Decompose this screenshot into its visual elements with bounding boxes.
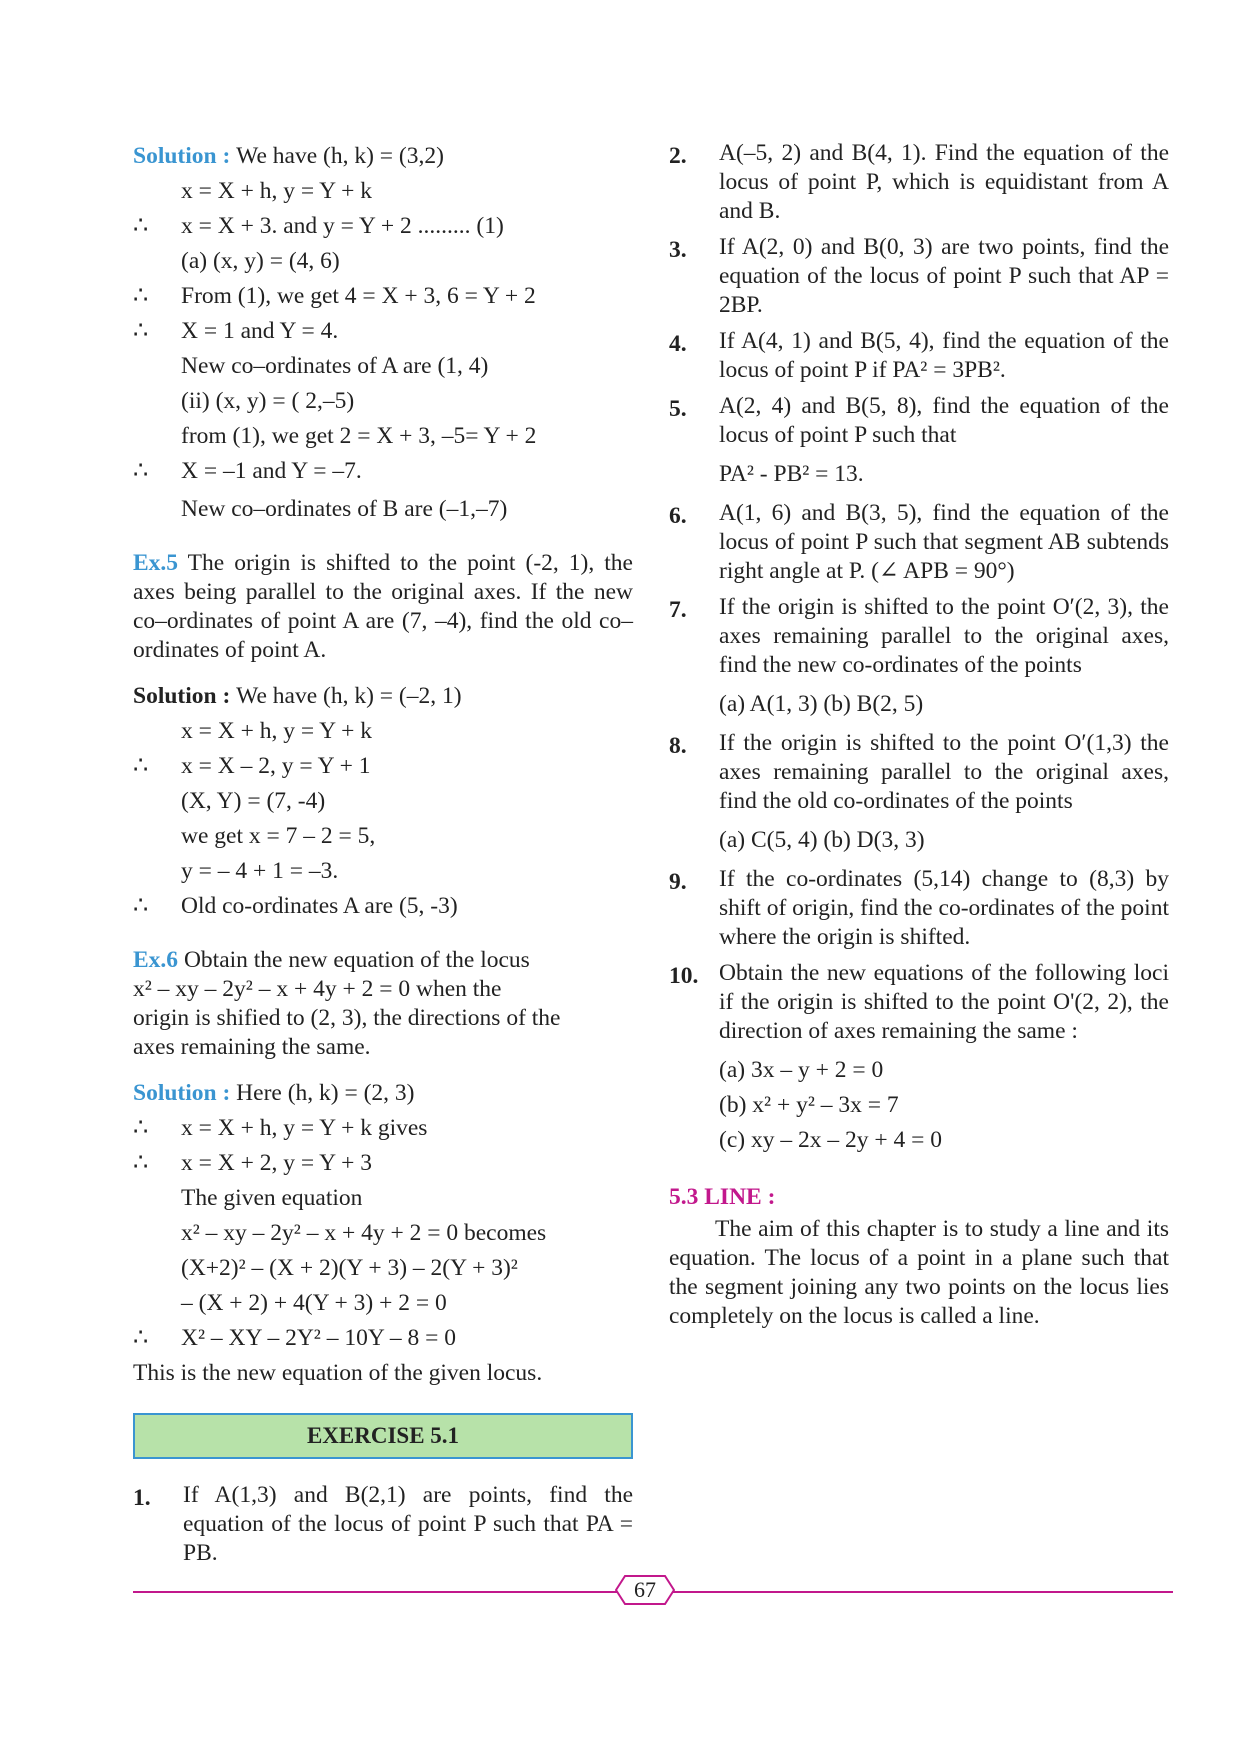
- line-text: Old co-ordinates A are (5, -3): [181, 893, 458, 919]
- question-text: If the co-ordinates (5,14) change to (8,3) by shift of origin, find the co-ordinates of the point where the origin is shifted.: [719, 866, 1169, 950]
- line-text: x² – xy – 2y² – x + 4y + 2 = 0 becomes: [181, 1220, 547, 1246]
- question-subpart: (a) 3x – y + 2 = 0: [719, 1057, 884, 1083]
- page-number: 67: [634, 1577, 656, 1602]
- question-text: If A(1,3) and B(2,1) are points, find the equation of the locus of point P such that PA = PB.: [183, 1482, 633, 1566]
- solution-line: [133, 1076, 633, 1111]
- solution-line: [133, 1251, 633, 1286]
- line-text: We have (h, k) = (3,2): [236, 143, 444, 169]
- therefore-symbol: ∴: [133, 1115, 149, 1141]
- line-text: X = 1 and Y = 4.: [181, 318, 339, 344]
- question-text: A(1, 6) and B(3, 5), find the equation of the locus of point P such that segment AB subtends right angle at P. (∠ APB = 90°): [719, 500, 1169, 584]
- line-text: we get x = 7 – 2 = 5,: [181, 823, 376, 849]
- line-text: The given equation: [181, 1185, 363, 1211]
- left-column: [133, 139, 633, 1575]
- line-text: (X+2)² – (X + 2)(Y + 3) – 2(Y + 3)²: [181, 1255, 518, 1281]
- line-text: This is the new equation of the given locus.: [133, 1360, 543, 1386]
- solution-line: [133, 1111, 633, 1146]
- line-text: x = X + 2, y = Y + 3: [181, 1150, 372, 1176]
- line-text: y = – 4 + 1 = –3.: [181, 858, 339, 884]
- question-item: [669, 233, 1169, 320]
- question-subpart: (a) C(5, 4) (b) D(3, 3): [719, 827, 925, 853]
- question-text: If the origin is shifted to the point O′(1,3) the axes remaining parallel to the original axes, find the old co-ordinates of the points: [719, 730, 1169, 814]
- solution-line: [133, 419, 633, 454]
- solution-label: Solution :: [133, 1080, 237, 1106]
- example-text-line: axes remaining the same.: [133, 1034, 371, 1060]
- example-text: The origin is shifted to the point (-2, 1), the axes being parallel to the original axes. If the new co–ordinates of point A are (7, –4), find the old co–ordinates of point A.: [133, 550, 633, 663]
- question-text: If the origin is shifted to the point O′(2, 3), the axes remaining parallel to the original axes, find the new co-ordinates of the points: [719, 594, 1169, 678]
- solution-line: [133, 349, 633, 384]
- therefore-symbol: ∴: [133, 458, 149, 484]
- therefore-symbol: ∴: [133, 1150, 149, 1176]
- therefore-symbol: ∴: [133, 893, 149, 919]
- solution-line: [133, 314, 633, 349]
- therefore-symbol: ∴: [133, 753, 149, 779]
- solution-line: [133, 1146, 633, 1181]
- solution-line: [133, 1356, 633, 1391]
- line-text: (a) (x, y) = (4, 6): [181, 248, 340, 274]
- line-text: x = X – 2, y = Y + 1: [181, 753, 371, 779]
- question-number: 3.: [669, 237, 687, 263]
- solution-label: Solution :: [133, 683, 237, 709]
- line-text: from (1), we get 2 = X + 3, –5= Y + 2: [181, 423, 537, 449]
- solution-line: [133, 1321, 633, 1356]
- solution-line: [133, 1286, 633, 1321]
- line-text: Here (h, k) = (2, 3): [236, 1080, 415, 1106]
- example-label: Ex.6: [133, 947, 179, 973]
- solution-line: [133, 714, 633, 749]
- solution-line: [133, 854, 633, 889]
- solution-line: [133, 174, 633, 209]
- question-item: [669, 593, 1169, 680]
- therefore-symbol: ∴: [133, 213, 149, 239]
- question-item: [669, 729, 1169, 816]
- question-subpart: (c) xy – 2x – 2y + 4 = 0: [719, 1127, 942, 1153]
- question-item: [669, 392, 1169, 450]
- example-paragraph: [133, 946, 633, 1062]
- solution-line: [133, 679, 633, 714]
- solution-line: [133, 139, 633, 174]
- question-number: 7.: [669, 597, 687, 623]
- solution-line: [133, 889, 633, 924]
- line-text: We have (h, k) = (–2, 1): [236, 683, 462, 709]
- line-text: x = X + h, y = Y + k: [181, 718, 372, 744]
- question-item: [669, 959, 1169, 1046]
- question-item: [669, 327, 1169, 385]
- example-paragraph: [133, 549, 633, 665]
- therefore-symbol: ∴: [133, 283, 149, 309]
- solution-line: [133, 384, 633, 419]
- example-text: Obtain the new equation of the locus: [178, 947, 530, 973]
- solution-line: [133, 1216, 633, 1251]
- question-subpart: (b) x² + y² – 3x = 7: [719, 1092, 899, 1118]
- section-text: The aim of this chapter is to study a line and its equation. The locus of a point in a plane such that the segment joining any two points on the locus lies completely on the locus is called a line.: [669, 1216, 1169, 1329]
- solution-line: [133, 749, 633, 784]
- question-subpart: PA² - PB² = 13.: [719, 461, 864, 487]
- example-text-line: origin is shified to (2, 3), the directions of the: [133, 1005, 561, 1031]
- example-text-line: x² – xy – 2y² – x + 4y + 2 = 0 when the: [133, 976, 502, 1002]
- question-text: A(2, 4) and B(5, 8), find the equation of the locus of point P such that: [719, 393, 1169, 448]
- question-text: Obtain the new equations of the following loci if the origin is shifted to the point O'(2, 2), the direction of axes remaining the same :: [719, 960, 1169, 1044]
- line-text: (X, Y) = (7, -4): [181, 788, 326, 814]
- therefore-symbol: ∴: [133, 1325, 149, 1351]
- line-text: X² – XY – 2Y² – 10Y – 8 = 0: [181, 1325, 456, 1351]
- question-item: [669, 499, 1169, 586]
- solution-line: [133, 492, 633, 527]
- exercise-heading: EXERCISE 5.1: [133, 1413, 633, 1459]
- question-number: 4.: [669, 331, 687, 357]
- line-text: x = X + 3. and y = Y + 2 ......... (1): [181, 213, 504, 239]
- question-item: [133, 1481, 633, 1568]
- right-column: [669, 139, 1169, 1331]
- solution-line: [133, 244, 633, 279]
- question-number: 2.: [669, 143, 687, 169]
- line-text: x = X + h, y = Y + k: [181, 178, 372, 204]
- solution-line: [133, 279, 633, 314]
- question-number: 6.: [669, 503, 687, 529]
- solution-line: [133, 209, 633, 244]
- line-text: From (1), we get 4 = X + 3, 6 = Y + 2: [181, 283, 536, 309]
- solution-line: [133, 1181, 633, 1216]
- question-number: 5.: [669, 396, 687, 422]
- line-text: X = –1 and Y = –7.: [181, 458, 362, 484]
- question-number: 9.: [669, 869, 687, 895]
- solution-line: [133, 454, 633, 489]
- question-item: [669, 139, 1169, 226]
- solution-line: [133, 784, 633, 819]
- line-text: New co–ordinates of A are (1, 4): [181, 353, 489, 379]
- line-text: – (X + 2) + 4(Y + 3) + 2 = 0: [181, 1290, 447, 1316]
- line-text: (ii) (x, y) = ( 2,–5): [181, 388, 355, 414]
- line-text: x = X + h, y = Y + k gives: [181, 1115, 428, 1141]
- example-label: Ex.5: [133, 550, 179, 576]
- question-number: 10.: [669, 963, 699, 989]
- section-title: 5.3 LINE :: [669, 1184, 776, 1210]
- solution-line: [133, 819, 633, 854]
- question-subpart: (a) A(1, 3) (b) B(2, 5): [719, 691, 924, 717]
- question-text: If A(2, 0) and B(0, 3) are two points, find the equation of the locus of point P such that AP = 2BP.: [719, 234, 1169, 318]
- line-text: New co–ordinates of B are (–1,–7): [181, 496, 508, 522]
- question-text: If A(4, 1) and B(5, 4), find the equation of the locus of point P if PA² = 3PB².: [719, 328, 1169, 383]
- question-number: 8.: [669, 733, 687, 759]
- question-number: 1.: [133, 1485, 151, 1511]
- question-text: A(–5, 2) and B(4, 1). Find the equation of the locus of point P, which is equidistant from A and B.: [719, 140, 1169, 224]
- solution-label: Solution :: [133, 143, 237, 169]
- question-item: [669, 865, 1169, 952]
- therefore-symbol: ∴: [133, 318, 149, 344]
